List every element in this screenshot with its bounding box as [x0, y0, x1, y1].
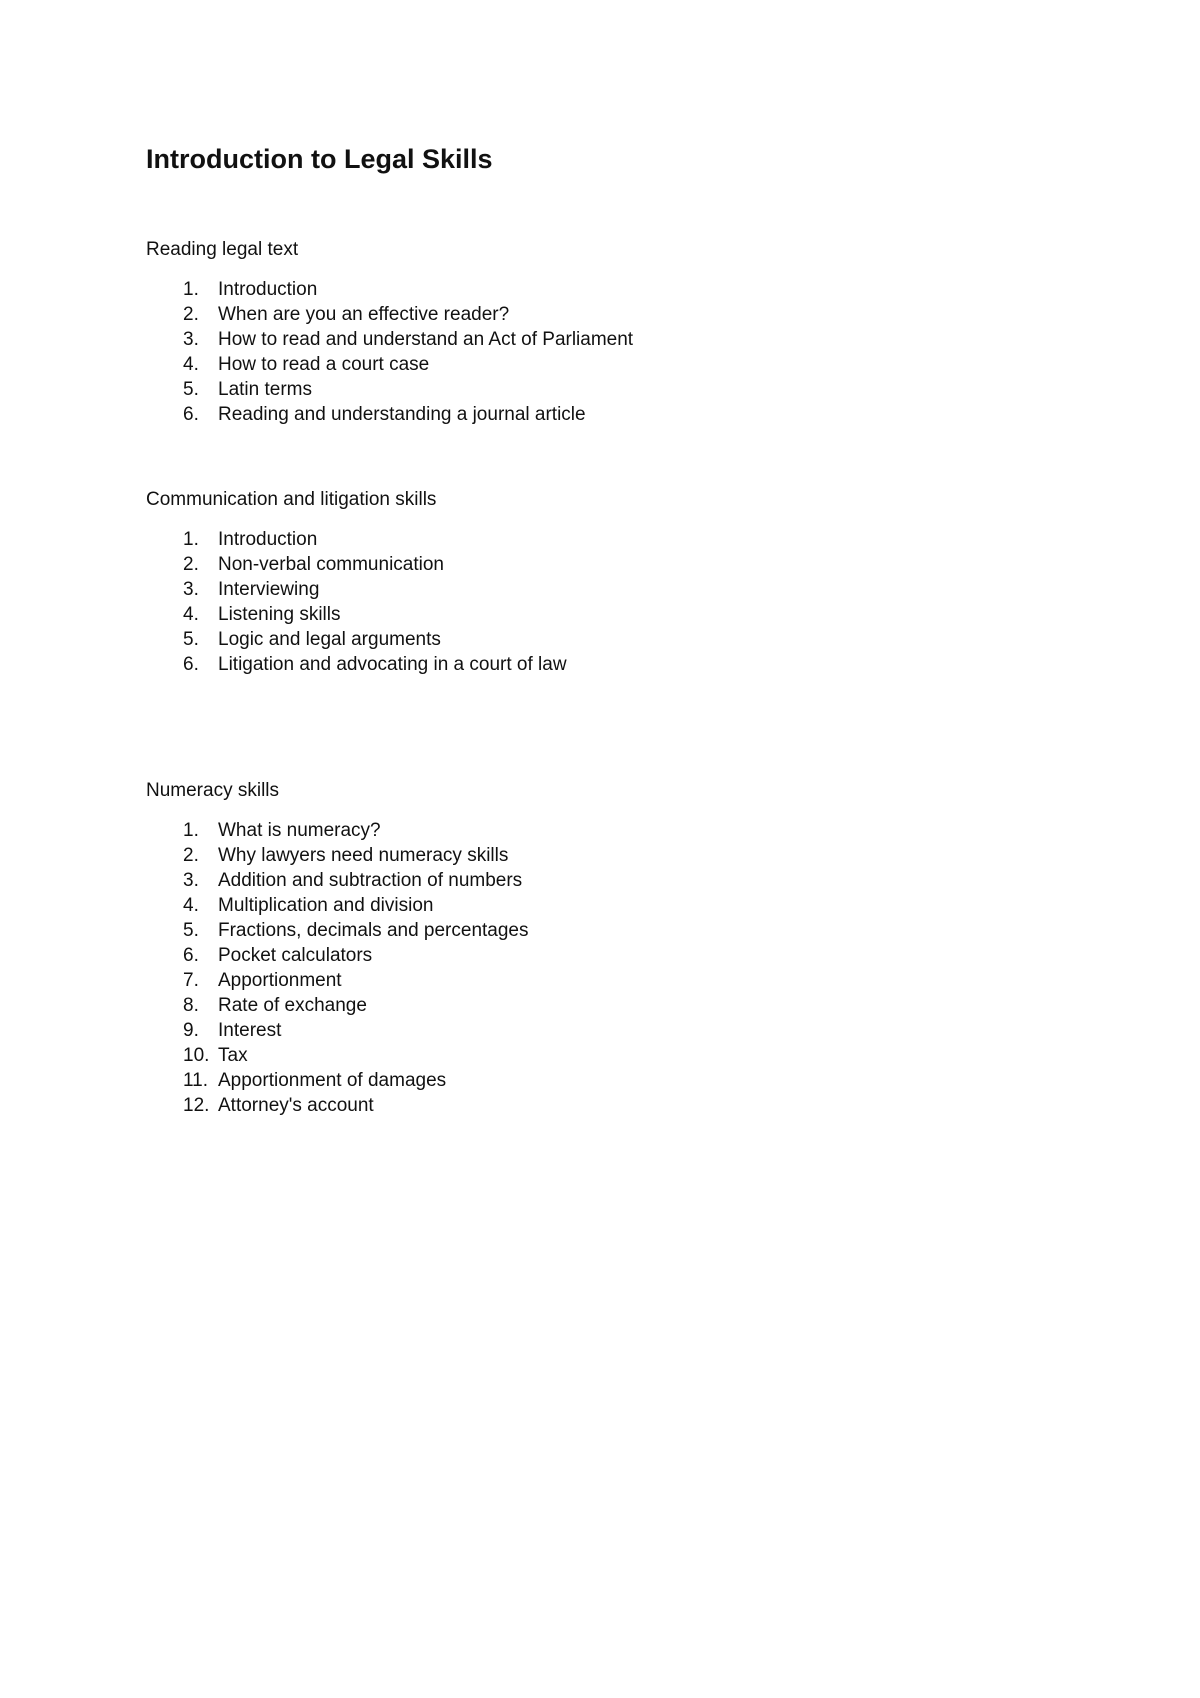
list-item	[146, 843, 529, 868]
list-item	[146, 402, 633, 427]
item-text: Apportionment	[218, 970, 342, 991]
item-text: Addition and subtraction of numbers	[218, 870, 523, 891]
topic-list	[146, 527, 567, 677]
item-number: 11.	[183, 1070, 209, 1091]
list-item	[146, 602, 567, 627]
item-text: Interest	[218, 1020, 282, 1041]
list-item	[146, 577, 567, 602]
item-number: 9.	[183, 1020, 199, 1041]
list-item	[146, 1093, 529, 1118]
list-item	[146, 868, 529, 893]
item-text: Litigation and advocating in a court of law	[218, 654, 567, 675]
item-number: 8.	[183, 995, 199, 1016]
list-item	[146, 1043, 529, 1068]
item-text: Why lawyers need numeracy skills	[218, 845, 509, 866]
item-text: Pocket calculators	[218, 945, 373, 966]
list-item	[146, 652, 567, 677]
item-number: 5.	[183, 379, 199, 400]
item-number: 10.	[183, 1045, 210, 1066]
item-number: 12.	[183, 1095, 210, 1116]
item-number: 4.	[183, 604, 199, 625]
item-number: 5.	[183, 629, 199, 650]
item-number: 4.	[183, 895, 199, 916]
item-number: 1.	[183, 820, 199, 841]
item-text: Reading and understanding a journal article	[218, 404, 586, 425]
item-text: Listening skills	[218, 604, 341, 625]
list-item	[146, 818, 529, 843]
section-heading: Reading legal text	[146, 239, 299, 260]
list-item	[146, 893, 529, 918]
item-number: 3.	[183, 329, 199, 350]
item-text: Interviewing	[218, 579, 320, 600]
list-item	[146, 277, 633, 302]
item-text: Logic and legal arguments	[218, 629, 441, 650]
document-title: Introduction to Legal Skills	[146, 144, 493, 174]
item-number: 6.	[183, 404, 199, 425]
list-item	[146, 352, 633, 377]
item-number: 3.	[183, 870, 199, 891]
list-item	[146, 943, 529, 968]
list-item	[146, 327, 633, 352]
list-item	[146, 1018, 529, 1043]
item-number: 3.	[183, 579, 199, 600]
section-numeracy-skills	[146, 778, 529, 1118]
topic-list	[146, 277, 633, 427]
item-text: Introduction	[218, 279, 318, 300]
item-text: Latin terms	[218, 379, 312, 400]
item-number: 1.	[183, 279, 199, 300]
list-item	[146, 918, 529, 943]
item-text: Attorney's account	[218, 1095, 374, 1116]
item-number: 2.	[183, 845, 199, 866]
item-text: Multiplication and division	[218, 895, 434, 916]
list-item	[146, 377, 633, 402]
item-number: 1.	[183, 529, 199, 550]
item-text: Fractions, decimals and percentages	[218, 920, 529, 941]
topic-list	[146, 818, 529, 1118]
list-item	[146, 968, 529, 993]
item-text: What is numeracy?	[218, 820, 381, 841]
list-item	[146, 302, 633, 327]
item-text: Tax	[218, 1045, 248, 1066]
item-number: 2.	[183, 554, 199, 575]
section-communication-litigation	[146, 487, 567, 677]
item-number: 4.	[183, 354, 199, 375]
item-number: 5.	[183, 920, 199, 941]
item-number: 6.	[183, 945, 199, 966]
section-heading: Communication and litigation skills	[146, 489, 437, 510]
list-item	[146, 527, 567, 552]
item-text: Apportionment of damages	[218, 1070, 447, 1091]
item-text: When are you an effective reader?	[218, 304, 510, 325]
list-item	[146, 552, 567, 577]
list-item	[146, 627, 567, 652]
item-text: Introduction	[218, 529, 318, 550]
item-number: 7.	[183, 970, 199, 991]
item-number: 2.	[183, 304, 199, 325]
item-text: How to read and understand an Act of Parliament	[218, 329, 634, 350]
item-number: 6.	[183, 654, 199, 675]
item-text: Rate of exchange	[218, 995, 367, 1016]
item-text: How to read a court case	[218, 354, 430, 375]
section-heading: Numeracy skills	[146, 780, 280, 801]
list-item	[146, 1068, 529, 1093]
section-reading-legal-text	[146, 237, 633, 427]
item-text: Non-verbal communication	[218, 554, 444, 575]
list-item	[146, 993, 529, 1018]
